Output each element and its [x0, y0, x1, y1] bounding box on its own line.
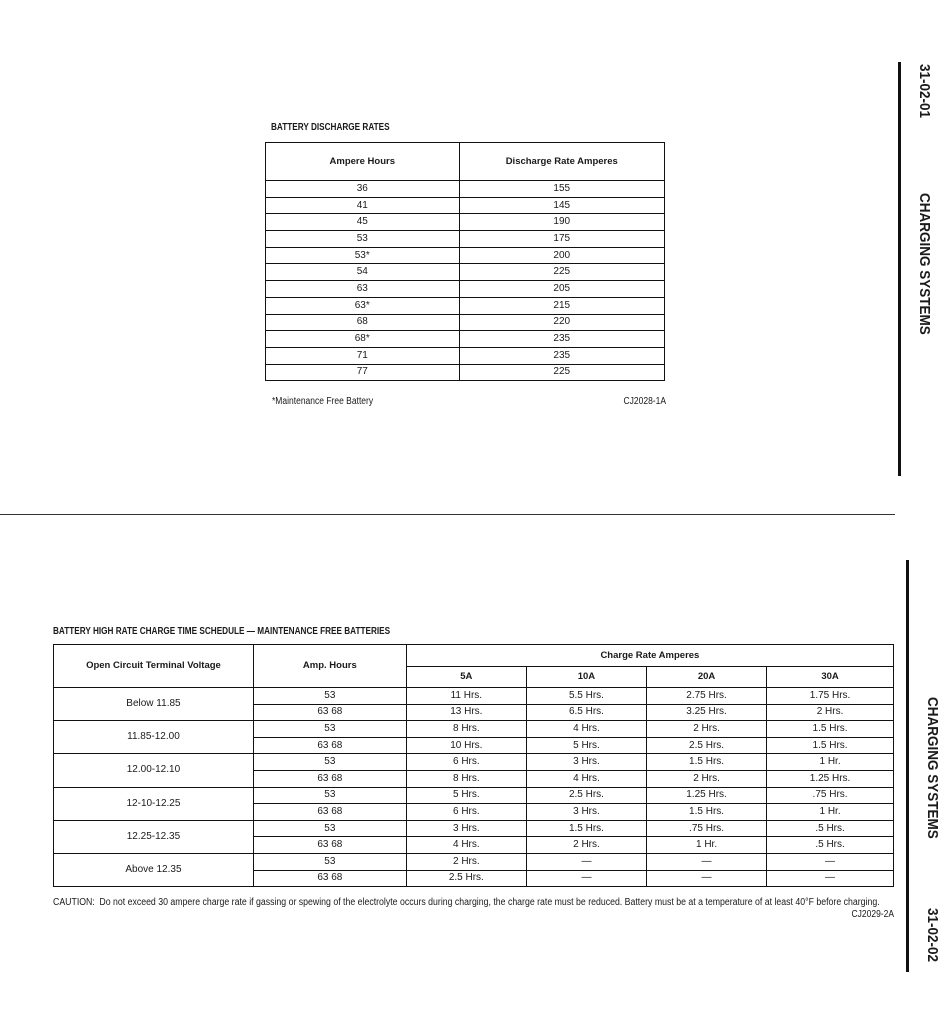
- maintenance-free-footnote: *Maintenance Free Battery: [272, 396, 374, 407]
- charge-time-cell: 5 Hrs.: [406, 787, 526, 804]
- discharge-rate-cell: 225: [459, 264, 665, 281]
- charge-time-cell: 13 Hrs.: [406, 704, 526, 721]
- table-row: [266, 264, 665, 281]
- amp-hours-cell: 63 68: [253, 870, 406, 887]
- charge-time-cell: .5 Hrs.: [767, 820, 894, 837]
- ampere-hours-cell: 71: [266, 347, 460, 364]
- charge-schedule-title: BATTERY HIGH RATE CHARGE TIME SCHEDULE — MAINTENANCE FREE BATTERIES: [53, 626, 391, 637]
- rate-5a-header: 5A: [406, 667, 526, 688]
- discharge-rate-cell: 235: [459, 347, 665, 364]
- charge-time-cell: 11 Hrs.: [406, 688, 526, 705]
- discharge-rate-header: Discharge Rate Amperes: [459, 143, 665, 181]
- charge-time-cell: 1 Hr.: [767, 754, 894, 771]
- bottom-section-label: CHARGING SYSTEMS: [924, 697, 941, 839]
- charge-time-cell: 2 Hrs.: [406, 853, 526, 870]
- charge-time-cell: 6.5 Hrs.: [526, 704, 646, 721]
- charge-time-cell: 1.5 Hrs.: [526, 820, 646, 837]
- charge-time-cell: 1.25 Hrs.: [767, 770, 894, 787]
- charge-time-cell: 1 Hr.: [647, 837, 767, 854]
- amp-hours-cell: 63 68: [253, 804, 406, 821]
- ampere-hours-header: Ampere Hours: [266, 143, 460, 181]
- top-section-label: CHARGING SYSTEMS: [916, 193, 933, 335]
- amp-hours-cell: 53: [253, 754, 406, 771]
- charge-time-cell: 2 Hrs.: [526, 837, 646, 854]
- voltage-cell: 12.00-12.10: [54, 754, 254, 787]
- top-page-number: 31-02-01: [916, 64, 933, 119]
- ampere-hours-cell: 63: [266, 281, 460, 298]
- voltage-cell: 11.85-12.00: [54, 721, 254, 754]
- table-row: [54, 754, 894, 771]
- table-row: [54, 688, 894, 705]
- charge-time-cell: 8 Hrs.: [406, 721, 526, 738]
- ampere-hours-cell: 45: [266, 214, 460, 231]
- charge-time-cell: 2.5 Hrs.: [406, 870, 526, 887]
- charge-time-cell: 2.5 Hrs.: [647, 737, 767, 754]
- ampere-hours-cell: 53*: [266, 247, 460, 264]
- amp-hours-cell: 63 68: [253, 770, 406, 787]
- ampere-hours-cell: 41: [266, 197, 460, 214]
- discharge-rate-cell: 220: [459, 314, 665, 331]
- table-row: [266, 331, 665, 348]
- voltage-cell: Above 12.35: [54, 853, 254, 886]
- table-row: [266, 197, 665, 214]
- charge-time-cell: 3 Hrs.: [526, 754, 646, 771]
- charge-time-cell: 3 Hrs.: [406, 820, 526, 837]
- top-doc-id: CJ2028-1A: [623, 396, 666, 407]
- table-row: [266, 281, 665, 298]
- discharge-rate-cell: 200: [459, 247, 665, 264]
- charge-time-cell: —: [526, 853, 646, 870]
- amp-hours-cell: 63 68: [253, 704, 406, 721]
- rate-30a-header: 30A: [767, 667, 894, 688]
- charge-time-cell: —: [767, 870, 894, 887]
- charge-time-cell: —: [526, 870, 646, 887]
- charge-time-cell: 4 Hrs.: [406, 837, 526, 854]
- charge-time-cell: 2.75 Hrs.: [647, 688, 767, 705]
- discharge-rate-cell: 225: [459, 364, 665, 381]
- table-row: [266, 214, 665, 231]
- discharge-rate-cell: 205: [459, 281, 665, 298]
- ampere-hours-cell: 36: [266, 181, 460, 198]
- charge-time-cell: .75 Hrs.: [647, 820, 767, 837]
- charge-time-cell: 8 Hrs.: [406, 770, 526, 787]
- charge-time-cell: .5 Hrs.: [767, 837, 894, 854]
- table-row: [266, 181, 665, 198]
- voltage-header: Open Circuit Terminal Voltage: [54, 645, 254, 688]
- charge-time-cell: 2 Hrs.: [647, 770, 767, 787]
- charge-time-cell: 2.5 Hrs.: [526, 787, 646, 804]
- charge-time-cell: 2 Hrs.: [767, 704, 894, 721]
- charge-time-cell: 3 Hrs.: [526, 804, 646, 821]
- charge-time-cell: 5 Hrs.: [526, 737, 646, 754]
- charge-time-cell: 4 Hrs.: [526, 770, 646, 787]
- amp-hours-cell: 53: [253, 787, 406, 804]
- table-row: [54, 787, 894, 804]
- discharge-rates-table: [265, 142, 665, 381]
- charge-time-cell: .75 Hrs.: [767, 787, 894, 804]
- ampere-hours-cell: 54: [266, 264, 460, 281]
- charge-time-cell: 3.25 Hrs.: [647, 704, 767, 721]
- charge-time-cell: —: [647, 870, 767, 887]
- charge-time-cell: 1.5 Hrs.: [767, 721, 894, 738]
- bottom-page-number: 31-02-02: [924, 908, 941, 963]
- charge-time-cell: 4 Hrs.: [526, 721, 646, 738]
- voltage-cell: 12.25-12.35: [54, 820, 254, 853]
- ampere-hours-cell: 68*: [266, 331, 460, 348]
- table-row: [266, 364, 665, 381]
- charge-schedule-table: [53, 644, 894, 887]
- charge-time-cell: 1.5 Hrs.: [767, 737, 894, 754]
- amp-hours-cell: 53: [253, 688, 406, 705]
- amp-hours-cell: 53: [253, 820, 406, 837]
- page-divider: [0, 514, 895, 515]
- charge-time-cell: 6 Hrs.: [406, 804, 526, 821]
- discharge-rate-cell: 215: [459, 297, 665, 314]
- voltage-cell: 12-10-12.25: [54, 787, 254, 820]
- discharge-rates-title: BATTERY DISCHARGE RATES: [271, 122, 390, 133]
- caution-text: Do not exceed 30 ampere charge rate if gassing or spewing of the electrolyte occurs during charging, the charge rate must be reduced. Battery must be at a temperature of at least 40°F before charging.: [99, 897, 880, 908]
- table-row: [266, 347, 665, 364]
- discharge-rate-cell: 235: [459, 331, 665, 348]
- table-row: [54, 820, 894, 837]
- amp-hours-cell: 53: [253, 853, 406, 870]
- charge-time-cell: 5.5 Hrs.: [526, 688, 646, 705]
- charge-time-cell: 1.5 Hrs.: [647, 754, 767, 771]
- discharge-rate-cell: 145: [459, 197, 665, 214]
- discharge-rate-cell: 175: [459, 231, 665, 248]
- discharge-rate-cell: 190: [459, 214, 665, 231]
- amp-hours-header: Amp. Hours: [253, 645, 406, 688]
- voltage-cell: Below 11.85: [54, 688, 254, 721]
- charge-time-cell: 1 Hr.: [767, 804, 894, 821]
- charge-time-cell: 1.75 Hrs.: [767, 688, 894, 705]
- ampere-hours-cell: 63*: [266, 297, 460, 314]
- charge-time-cell: 6 Hrs.: [406, 754, 526, 771]
- table-row: [266, 247, 665, 264]
- ampere-hours-cell: 77: [266, 364, 460, 381]
- amp-hours-cell: 63 68: [253, 837, 406, 854]
- charge-time-cell: 1.25 Hrs.: [647, 787, 767, 804]
- ampere-hours-cell: 53: [266, 231, 460, 248]
- charge-time-cell: 2 Hrs.: [647, 721, 767, 738]
- charge-time-cell: 1.5 Hrs.: [647, 804, 767, 821]
- charge-rate-header: Charge Rate Amperes: [406, 645, 893, 667]
- discharge-rate-cell: 155: [459, 181, 665, 198]
- table-row: [54, 853, 894, 870]
- bottom-sidebar-rule: [906, 560, 909, 972]
- table-row: [54, 721, 894, 738]
- table-row: [266, 231, 665, 248]
- charge-time-cell: —: [647, 853, 767, 870]
- rate-20a-header: 20A: [647, 667, 767, 688]
- table-row: [266, 297, 665, 314]
- rate-10a-header: 10A: [526, 667, 646, 688]
- ampere-hours-cell: 68: [266, 314, 460, 331]
- caution-label: CAUTION:: [53, 897, 95, 908]
- bottom-doc-id: CJ2029-2A: [851, 909, 894, 920]
- charge-time-cell: 10 Hrs.: [406, 737, 526, 754]
- amp-hours-cell: 53: [253, 721, 406, 738]
- amp-hours-cell: 63 68: [253, 737, 406, 754]
- table-row: [266, 314, 665, 331]
- charge-time-cell: —: [767, 853, 894, 870]
- top-sidebar-rule: [898, 62, 901, 476]
